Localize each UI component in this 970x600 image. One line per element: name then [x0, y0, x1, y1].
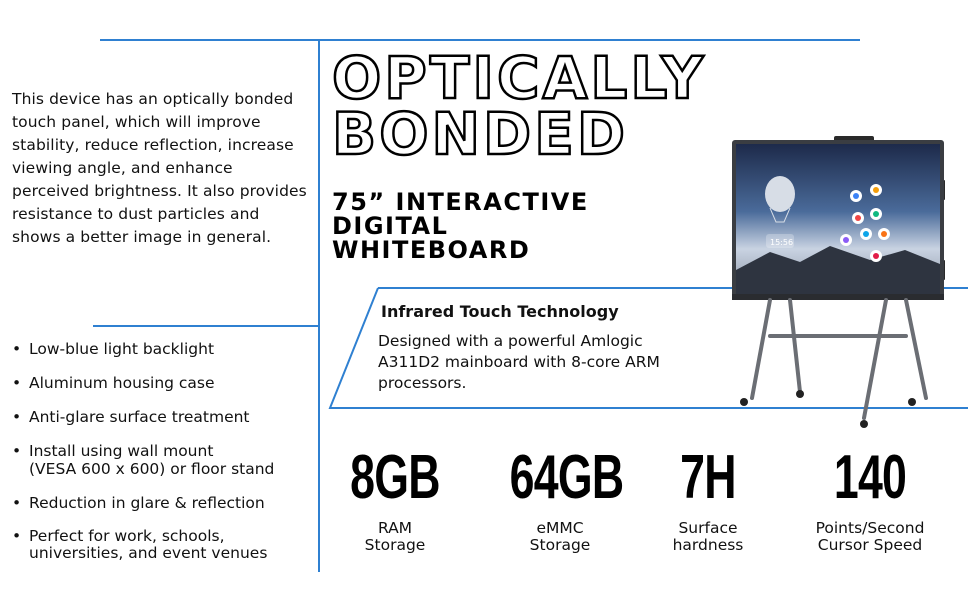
stat-label-line: Storage — [364, 536, 426, 554]
feature-item — [12, 408, 317, 426]
stat-label-line: hardness — [672, 536, 744, 554]
feature-text: Aluminum housing case — [29, 374, 215, 392]
subtitle-line: 75” INTERACTIVE — [332, 188, 589, 216]
stat-value: 64GB — [509, 443, 624, 512]
feature-item — [12, 494, 317, 512]
stat-emmc — [490, 442, 630, 554]
stat-hardness — [648, 442, 768, 554]
feature-list — [12, 340, 317, 578]
feature-item — [12, 340, 317, 358]
callout-body: Designed with a powerful Amlogic A311D2 mainboard with 8-core ARM processors. — [378, 332, 660, 392]
stat-label-line: eMMC — [536, 519, 584, 537]
stat-label-line: Surface — [678, 519, 738, 537]
hero-title — [332, 44, 707, 168]
feature-item — [12, 528, 317, 562]
hero-title-line: BONDED — [332, 100, 628, 168]
feature-item — [12, 374, 317, 392]
product-subtitle — [332, 190, 589, 262]
stat-label — [790, 520, 950, 554]
stat-value: 140 — [833, 443, 907, 512]
feature-text: Install using wall mount — [29, 442, 214, 460]
left-section-divider — [93, 325, 319, 327]
feature-text: Anti-glare surface treatment — [29, 408, 250, 426]
intro-paragraph: This device has an optically bonded touch panel, which will improve stability, reduce reflection, increase viewing angle, and enhance perceived brightness. It also provides resistance to dust particles and shows a better image in general. — [12, 90, 307, 246]
stat-label-line: RAM — [377, 519, 413, 537]
feature-text-cont: universities, and event venues — [29, 544, 268, 562]
callout-title: Infrared Touch Technology — [381, 302, 619, 321]
whiteboard-product-image — [730, 130, 945, 430]
subtitle-line: WHITEBOARD — [332, 236, 531, 264]
stat-cursor-speed — [790, 442, 950, 554]
stat-ram — [330, 442, 460, 554]
stat-label — [490, 520, 630, 554]
feature-text: Reduction in glare & reflection — [29, 494, 265, 512]
floor-stand — [752, 300, 926, 418]
feature-item — [12, 442, 317, 478]
stat-value: 8GB — [350, 443, 440, 512]
vertical-divider — [318, 40, 320, 572]
stat-label-line: Storage — [529, 536, 591, 554]
stat-value: 7H — [680, 443, 736, 512]
hero-title-line: OPTICALLY — [332, 44, 707, 112]
feature-text: Perfect for work, schools, — [29, 527, 225, 545]
stat-label — [330, 520, 460, 554]
feature-text: Low-blue light backlight — [29, 340, 215, 358]
stat-label-line: Cursor Speed — [817, 536, 923, 554]
stat-label — [648, 520, 768, 554]
stat-label-line: Points/Second — [815, 519, 925, 537]
subtitle-line: DIGITAL — [332, 212, 449, 240]
feature-text-cont: (VESA 600 x 600) or floor stand — [29, 460, 275, 478]
screen-clock: 15:56 — [770, 238, 794, 247]
top-divider — [100, 39, 860, 41]
